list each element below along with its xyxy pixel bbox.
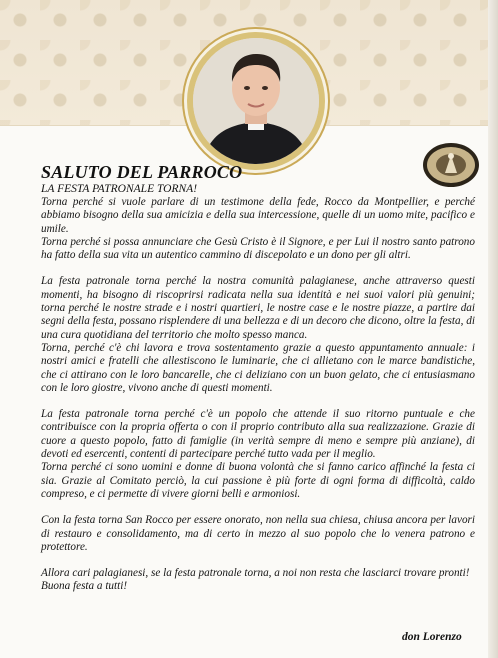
signature: don Lorenzo [402,631,462,643]
paragraph: Torna perché si possa annunciare che Gesù Cristo è il Signore, e per Lui il nostro santo patrono ha fatto della sua vita un autentico cammino di discepolato e un dono per gli altri. [41,235,475,262]
paragraph: Torna perché si vuole parlare di un testimone della fede, Rocco da Montpellier, e perché abbiamo bisogno della sua amicizia e della sua intercessione, quelle di un uomo mite, pacifico e umile. [41,196,475,235]
paragraph: Torna perché ci sono uomini e donne di buona volontà che si fanno carico affinché la festa ci sia. Grazie al Comitato perciò, la cui passione è più forte di ogni forma di difficoltà, caldo compreso, e ci permette di vivere giorni belli e armoniosi. [41,461,475,500]
portrait-frame [187,32,325,170]
page-title: SALUTO DEL PARROCO [41,162,243,182]
saint-rocco-seal-emblem [421,141,481,189]
paragraph: Con la festa torna San Rocco per essere onorato, non nella sua chiesa, chiusa ancora per lavori di restauro e consolidamento, ma di certo in mezzo al suo popolo che lo venera patrono e protettore. [41,514,475,553]
priest-portrait-image [193,38,319,164]
closing-greeting: Buona festa a tutti! [41,580,128,593]
paragraph: Torna, perché c'è chi lavora e trova sostentamento grazie a questo appuntamento annuale: i nostri amici e fratelli che allestiscono le luminarie, che ci allietano con le marce bandistiche, che ci attirano con le loro bancarelle, che ci deliziano con un buon gelato, che ci entusiasmano con le loro giostre, vivono anche di questi momenti. [41,341,475,394]
paragraph: La festa patronale torna perché la nostra comunità palagianese, anche attraverso questi momenti, ha bisogno di riscoprirsi radicata nella sua identità e nei suoi valori più genuini; torna perché le nostre strade e i nostri quartieri, le nostre case e le nostre piazze, a partire dai segni della festa, possano risplendere di una bellezza e di un decoro che dicono, oltre la festa, di una cura quotidiana del territorio che molto spesso manca. [41,275,475,341]
letter-body [41,196,475,594]
page-edge-shadow [488,0,498,658]
paragraph: La festa patronale torna perché c'è un popolo che attende il suo ritorno puntuale e che contribuisce con la propria offerta o con il proprio contributo alla sua realizzazione. Grazie di cuore a questo popolo, fatto di famiglie (in verità sempre di meno e sempre più anziane), di devoti ed esercenti, contenti di partecipare perché tutto vada per il meglio. [41,408,475,461]
paragraph: Allora cari palagianesi, se la festa patronale torna, a noi non resta che lasciarci trovare pronti! [41,567,470,580]
page-subtitle: LA FESTA PATRONALE TORNA! [41,183,198,195]
